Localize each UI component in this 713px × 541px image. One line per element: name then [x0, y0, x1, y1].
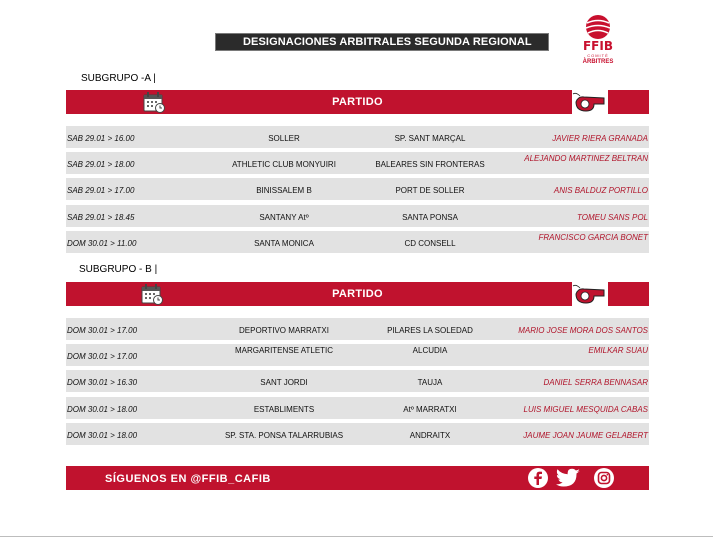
match-date: SAB 29.01 > 18.00	[67, 160, 135, 169]
ball-icon	[583, 14, 613, 40]
follow-text: SÍGUENOS EN @FFIB_CAFIB	[105, 473, 271, 485]
away-team: CD CONSELL	[404, 239, 456, 248]
match-row	[66, 370, 649, 392]
away-team: PILARES LA SOLEDAD	[387, 326, 473, 335]
away-team: PORT DE SOLLER	[395, 186, 465, 195]
calendar-icon	[142, 91, 166, 113]
match-date: SAB 29.01 > 17.00	[67, 186, 135, 195]
home-team: SANTANY Atº	[259, 213, 309, 222]
referee-name: TOMEU SANS POL	[577, 213, 648, 222]
away-team: SANTA PONSA	[402, 213, 458, 222]
match-row	[66, 231, 649, 253]
referee-name: MARIO JOSE MORA DOS SANTOS	[518, 326, 648, 335]
partido-header: PARTIDO	[332, 96, 383, 108]
home-team: ATHLETIC CLUB MONYUIRI	[232, 160, 336, 169]
referee-name: JAUME JOAN JAUME GELABERT	[523, 431, 648, 440]
twitter-icon[interactable]	[556, 467, 582, 489]
away-team: TAUJA	[417, 378, 443, 387]
home-team: MARGARITENSE ATLETIC	[234, 346, 334, 355]
referee-name: EMILKAR SUAU	[588, 346, 648, 355]
home-team: SANT JORDI	[260, 378, 308, 387]
match-date: DOM 30.01 > 17.00	[67, 326, 138, 335]
home-team: SP. STA. PONSA TALARRUBIAS	[224, 431, 344, 440]
match-date: SAB 29.01 > 18.45	[67, 213, 135, 222]
match-row	[66, 152, 649, 174]
referee-name: ANIS BALDUZ PORTILLO	[553, 186, 648, 195]
match-row	[66, 423, 649, 445]
home-team: ESTABLIMENTS	[253, 405, 315, 414]
logo-text: FFIB	[582, 39, 613, 53]
match-row	[66, 205, 649, 227]
match-row	[66, 344, 649, 366]
home-team: DEPORTIVO MARRATXI	[239, 326, 329, 335]
subgroup-b-label: SUBGRUPO - B |	[79, 264, 158, 275]
partido-header: PARTIDO	[332, 288, 383, 300]
match-date: DOM 30.01 > 17.00	[67, 352, 138, 361]
calendar-icon	[140, 283, 164, 305]
whistle-icon	[572, 90, 608, 114]
match-row	[66, 126, 649, 148]
referee-name: FRANCISCO GARCIA BONET	[538, 233, 648, 242]
ffib-logo	[576, 14, 620, 66]
page-divider	[0, 536, 713, 537]
subgroup-b-header	[66, 282, 649, 306]
subgroup-a-header	[66, 90, 649, 114]
away-team: Atº MARRATXI	[403, 405, 457, 414]
page-title: DESIGNACIONES ARBITRALES SEGUNDA REGIONAL	[215, 33, 549, 51]
away-team: ALCUDIA	[412, 346, 448, 355]
social-footer	[66, 466, 649, 490]
match-row	[66, 397, 649, 419]
match-date: DOM 30.01 > 16.30	[67, 378, 138, 387]
facebook-icon[interactable]	[527, 467, 549, 489]
home-team: BINISSALEM B	[256, 186, 312, 195]
match-date: DOM 30.01 > 18.00	[67, 405, 138, 414]
logo-subtext: COMITÉ	[587, 53, 609, 58]
match-date: SAB 29.01 > 16.00	[67, 134, 135, 143]
referee-name: LUIS MIGUEL MESQUIDA CABAS	[523, 405, 648, 414]
home-team: SANTA MONICA	[254, 239, 314, 248]
referee-name: ALEJANDO MARTINEZ BELTRAN	[524, 154, 648, 163]
instagram-icon[interactable]	[593, 467, 615, 489]
home-team: SOLLER	[268, 134, 300, 143]
away-team: SP. SANT MARÇAL	[394, 134, 466, 143]
subgroup-a-label: SUBGRUPO -A |	[81, 73, 156, 84]
match-row	[66, 318, 649, 340]
match-date: DOM 30.01 > 18.00	[67, 431, 138, 440]
whistle-icon	[572, 282, 608, 306]
match-date: DOM 30.01 > 11.00	[67, 239, 137, 248]
away-team: ANDRAITX	[409, 431, 451, 440]
referee-name: DANIEL SERRA BENNASAR	[543, 378, 648, 387]
referee-name: JAVIER RIERA GRANADA	[552, 134, 648, 143]
match-row	[66, 178, 649, 200]
away-team: BALEARES SIN FRONTERAS	[375, 160, 485, 169]
logo-bottomtext: ÀRBITRES	[582, 59, 614, 65]
